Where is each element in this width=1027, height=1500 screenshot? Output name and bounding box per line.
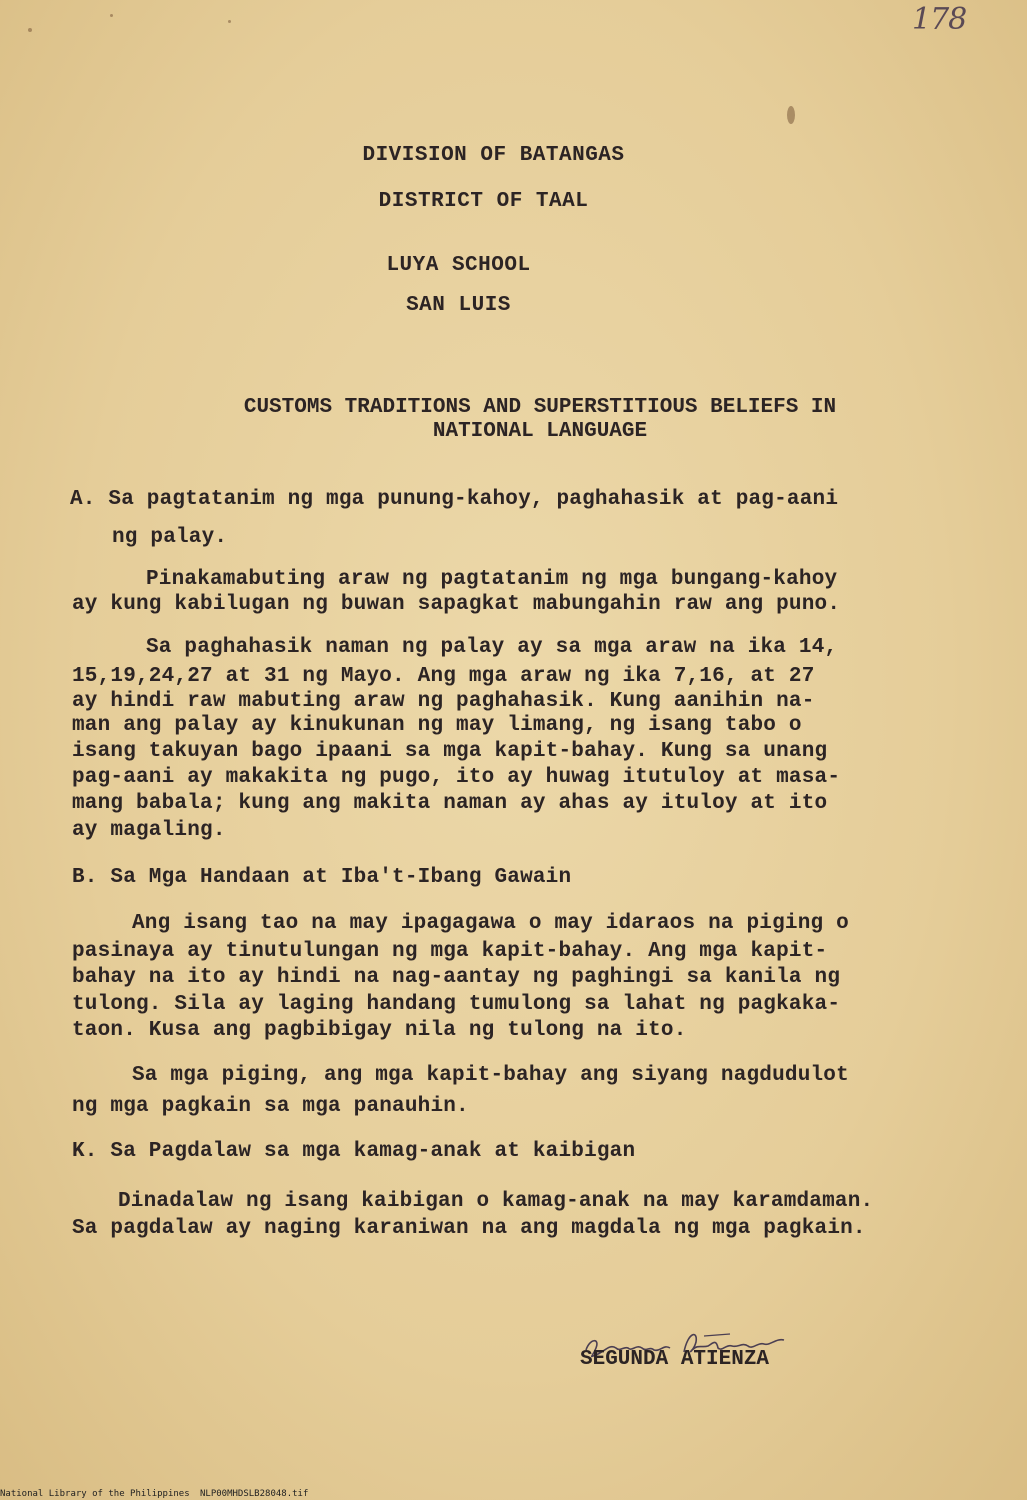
paragraph-line: ay magaling. [72,819,226,842]
paragraph-line: ay kung kabilugan ng buwan sapagkat mabungahin raw ang puno. [72,593,841,616]
ink-blot [28,28,32,32]
document-title [60,396,1020,444]
district-heading: DISTRICT OF TAAL [378,190,589,213]
paragraph-line: Sa mga piging, ang mga kapit-bahay ang siyang nagdudulot [132,1064,849,1087]
paragraph-line: taon. Kusa ang pagbibigay nila ng tulong na ito. [72,1019,687,1042]
ink-blot [228,20,231,23]
footer-library: National Library of the Philippines [0,1489,190,1499]
school-heading: LUYA SCHOOL [386,254,531,277]
ink-blot [787,106,795,124]
paragraph-line: Dinadalaw ng isang kaibigan o kamag-anak na may karamdaman. [118,1190,874,1213]
division-heading: DIVISION OF BATANGAS [362,144,625,167]
paragraph-line: ng mga pagkain sa mga panauhin. [72,1095,469,1118]
paragraph-line: bahay na ito ay hindi na nag-aantay ng paghingi sa kanila ng [72,966,841,989]
section-k-heading: K. Sa Pagdalaw sa mga kamag-anak at kaibigan [72,1140,636,1163]
paragraph-line: man ang palay ay kinukunan ng may limang, ng isang tabo o [72,714,802,737]
paragraph-line: 15,19,24,27 at 31 ng Mayo. Ang mga araw ng ika 7,16, at 27 [72,665,815,688]
paragraph-line: tulong. Sila ay laging handang tumulong sa lahat ng pagkaka- [72,993,841,1016]
footer-filename: NLP00MHDSLB28048.tif [200,1489,309,1499]
paragraph-line: pag-aani ay makakita ng pugo, ito ay huwag itutuloy at masa- [72,766,841,789]
paragraph-line: Sa pagdalaw ay naging karaniwan na ang magdala ng mga pagkain. [72,1217,866,1240]
title-line: CUSTOMS TRADITIONS AND SUPERSTITIOUS BELIEFS IN [243,396,837,419]
paragraph-line: isang takuyan bago ipaani sa mga kapit-bahay. Kung sa unang [72,740,828,763]
paragraph-line: Sa paghahasik naman ng palay ay sa mga araw na ika 14, [146,636,838,659]
typed-signature: SEGUNDA ATIENZA [580,1348,770,1371]
ink-blot [110,14,113,17]
section-a-heading: ng palay. [112,526,228,549]
paragraph-line: mang babala; kung ang makita naman ay ahas ay ituloy at ito [72,792,828,815]
paragraph-line: pasinaya ay tinutulungan ng mga kapit-bahay. Ang mga kapit- [72,940,828,963]
section-b-heading: B. Sa Mga Handaan at Iba't-Ibang Gawain [72,866,572,889]
paragraph-line: ay hindi raw mabuting araw ng paghahasik. Kung aanihin na- [72,690,815,713]
location-heading: SAN LUIS [406,294,511,317]
title-line: NATIONAL LANGUAGE [432,420,648,443]
paragraph-line: Pinakamabuting araw ng pagtatanim ng mga bungang-kahoy [146,568,838,591]
page-number: 178 [912,2,967,37]
section-a-heading: A. Sa pagtatanim ng mga punung-kahoy, paghahasik at pag-aani [70,488,839,511]
paragraph-line: Ang isang tao na may ipagagawa o may idaraos na piging o [132,912,849,935]
